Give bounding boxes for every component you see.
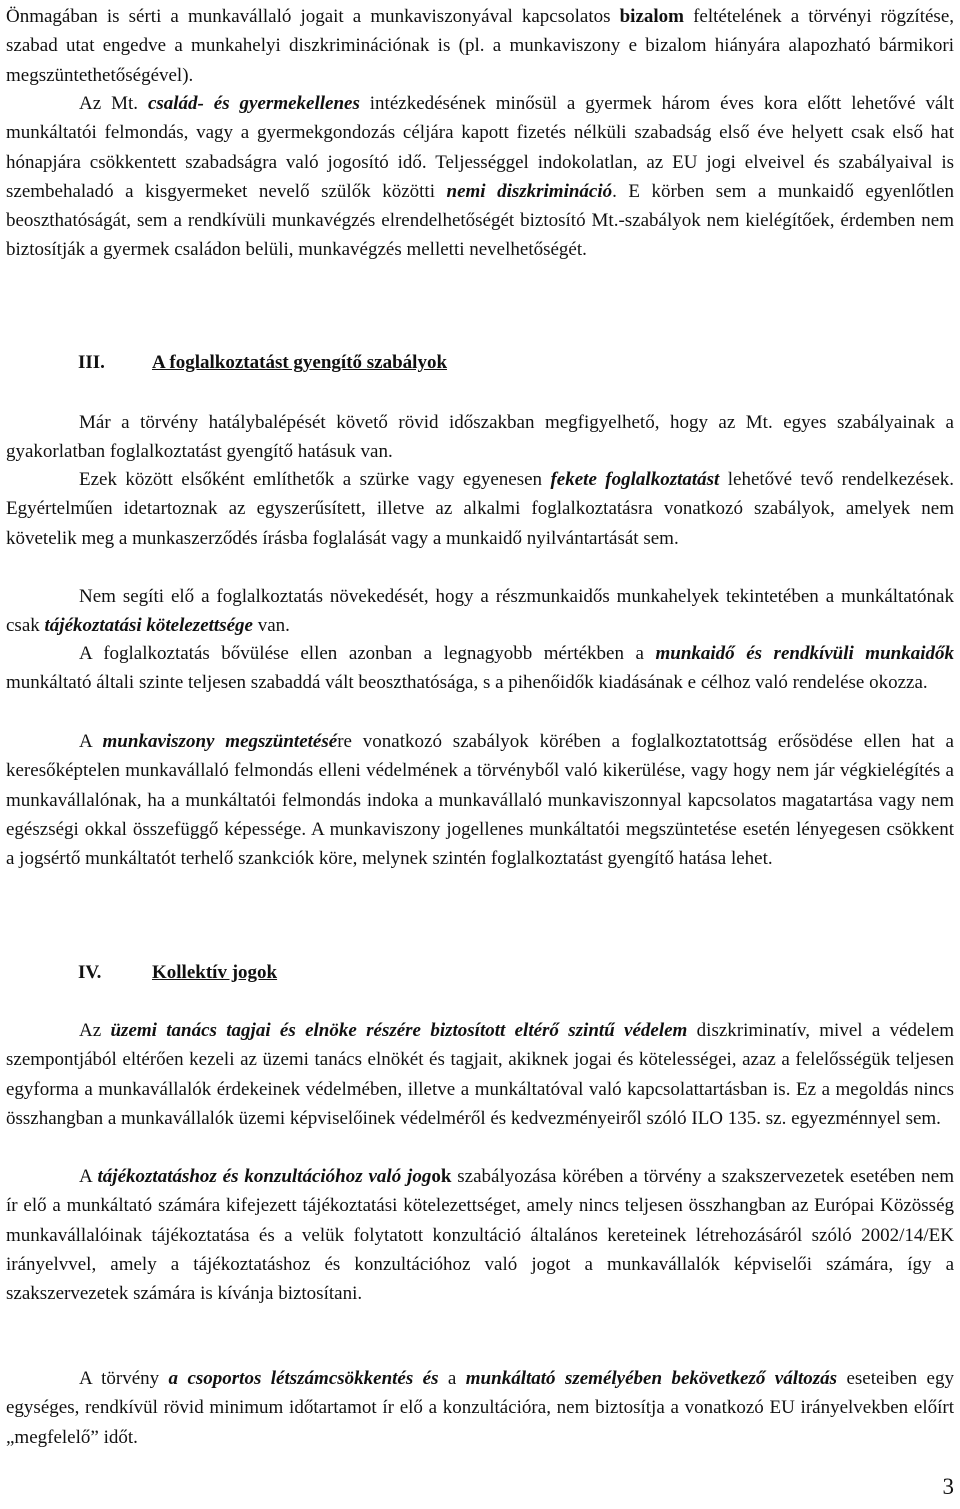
emphasis-text: nemi diszkrimináció xyxy=(446,180,613,202)
paragraph-consultation xyxy=(6,1162,954,1308)
paragraph-trust xyxy=(6,2,954,90)
paragraph-observed xyxy=(6,408,954,467)
text-run: Önmagában is sérti a munkavállaló jogait a munkaviszonyával kapcsolatos xyxy=(6,6,620,27)
text-run: feltételének a törvényi rögzítése, szabad utat engedve a munkahelyi diszkriminációnak is (pl. a munkaviszony e bizalom hiányára alapozható bármikori megszüntethetőségével). xyxy=(6,6,955,86)
text-run: . E körben sem a munkaidő egyenlőtlen beoszthatóságát, sem a rendkívüli munkavégzés elrendelhetőségét biztosító Mt.-szabályok nem kielégítőek, érdemben nem biztosítják a gyermek családon belüli, munkavégzés melletti nevelhetőségét. xyxy=(6,180,954,261)
text-run: A foglalkoztatás bővülése ellen azonban a legnagyobb mértékben a xyxy=(79,643,656,664)
paragraph-family xyxy=(6,89,954,265)
paragraph-black-employment xyxy=(6,465,954,553)
text-run: szabályozása körében a törvény a szakszervezetek esetében nem ír elő a munkáltató számára kifejezett tájékoztatási kötelezettséget, amely nincs teljesen összhangban az Európai Közösség munkavállalóinak tájékoztatása és a velük folytatott konzultáció általános kereteinek létrehozásáról szóló 2002/14/EK irányelvvel, amely a tájékoztatáshoz és konzultációhoz való jogot a munkavállalók képviselői számára, így a szakszervezetek számára is kívánja biztosítani. xyxy=(6,1166,954,1305)
section-heading-iii xyxy=(78,348,447,377)
text-run: lehetővé tevő rendelkezések. Egyértelműen idetartoznak az egyszerűsített, illetve az alkalmi foglalkoztatásra vonatkozó szabályok, amelyek nem követelik meg a munkaszerződés írásba foglalását vagy a munkaidő nyilvántartását sem. xyxy=(6,469,955,549)
paragraph-termination xyxy=(6,727,954,873)
emphasis-text: ok xyxy=(431,1166,452,1187)
section-heading-iv xyxy=(78,958,277,987)
text-run: re vonatkozó szabályok körében a foglalkoztatottság erősödése ellen hat a keresőképtelen munkavállaló felmondás elleni védelmének a törvényből való kikerülése, vagy hogy nem jár végkielégítés a munkavállalónak, ha a munkáltatói felmondás indoka a munkavállaló munkaviszonnyal kapcsolatos magatartása vagy nem egészségi okkal összefüggő képessége. A munkaviszony jogellenes munkáltatói megszüntetése esetén lényegesen csökkent a jogsértő munkáltatót terhelő szankciók köre, melynek szintén foglalkoztatást gyengítő hatása lehet. xyxy=(6,731,954,870)
section-title: A foglalkoztatást gyengítő szabályok xyxy=(152,352,448,373)
paragraph-works-council xyxy=(6,1016,954,1133)
section-number: III. xyxy=(78,352,105,373)
text-run: diszkriminatív, mivel a védelem szempontjából eltérően kezeli az üzemi tanács elnökét és tagjait, akiknek jogai és kötelességei, azaz a felelősségük teljesen egyforma a munkavállalók érdekeinek védelmében, illetve a munkáltatóval való kapcsolattartásban is. Ez a megoldás nincs összhangban a munkavállalók üzemi képviselőinek védelméről és kedvezményeiről szóló ILO 135. sz. egyezménnyel sem. xyxy=(6,1020,954,1129)
text-run: Az xyxy=(79,1020,111,1041)
emphasis-text: munkáltató személyében bekövetkező változás xyxy=(465,1368,838,1389)
text-run: Nem segíti elő a foglalkoztatás növekedését, hogy a részmunkaidős munkahelyek tekintetében a munkáltatónak csak xyxy=(6,586,954,637)
emphasis-text: munkaviszony megszüntetésé xyxy=(102,731,338,752)
text-run: eseteiben egy egységes, rendkívül rövid minimum időtartamot ír elő a konzultációra, nem biztosítja a vonatkozó EU irányelvekben előírt „megfelelő” időt. xyxy=(6,1368,954,1448)
text-run: Ezek között elsőként említhetők a szürke vagy egyenesen xyxy=(79,469,551,490)
paragraph-part-time xyxy=(6,582,954,641)
text-run: van. xyxy=(252,615,290,637)
section-title: Kollektív jogok xyxy=(152,962,278,983)
section-number: IV. xyxy=(78,962,102,983)
text-run: A xyxy=(79,1166,98,1187)
text-run: Már a törvény hatálybalépését követő rövid időszakban megfigyelhető, hogy az Mt. egyes szabályainak a gyakorlatban foglalkoztatást gyengítő hatásuk van. xyxy=(6,412,954,463)
emphasis-text: bizalom xyxy=(619,6,684,27)
paragraph-working-time xyxy=(6,639,954,698)
emphasis-text: család- és gyermekellenes xyxy=(147,93,360,114)
text-run: Az Mt. xyxy=(79,93,148,114)
paragraph-collective-redundancy xyxy=(6,1364,954,1452)
text-run: munkáltató általi szinte teljesen szabaddá vált beoszthatósága, s a pihenőidők kiadásának e célhoz való rendelése okozza. xyxy=(6,672,928,694)
page-number: 3 xyxy=(942,1474,954,1499)
text-run: A törvény xyxy=(79,1368,169,1389)
emphasis-text: a csoportos létszámcsökkentés és xyxy=(168,1368,439,1389)
text-run: A xyxy=(79,731,103,752)
text-run: a xyxy=(438,1368,466,1389)
emphasis-text: fekete foglalkoztatást xyxy=(550,469,720,490)
emphasis-text: tájékoztatási kötelezettsége xyxy=(44,615,253,637)
text-run: intézkedésének minősül a gyermek három éves kora előtt lehetővé vált munkáltatói felmondás, vagy a gyermekgondozás céljára kapott fizetés nélküli szabadság első éve helyett csak első hat hónapjára csökkentett szabadságra való jogosító idő. Teljességgel indokolatlan, az EU jogi elveivel és szabályaival is szembehaladó a kisgyermeket nevelő szülők közötti xyxy=(6,93,954,202)
emphasis-text: tájékoztatáshoz és konzultációhoz való jog xyxy=(97,1166,432,1187)
emphasis-text: üzemi tanács tagjai és elnöke részére biztosított eltérő szintű védelem xyxy=(110,1020,688,1041)
emphasis-text: munkaidő és rendkívüli munkaidők xyxy=(655,643,954,664)
